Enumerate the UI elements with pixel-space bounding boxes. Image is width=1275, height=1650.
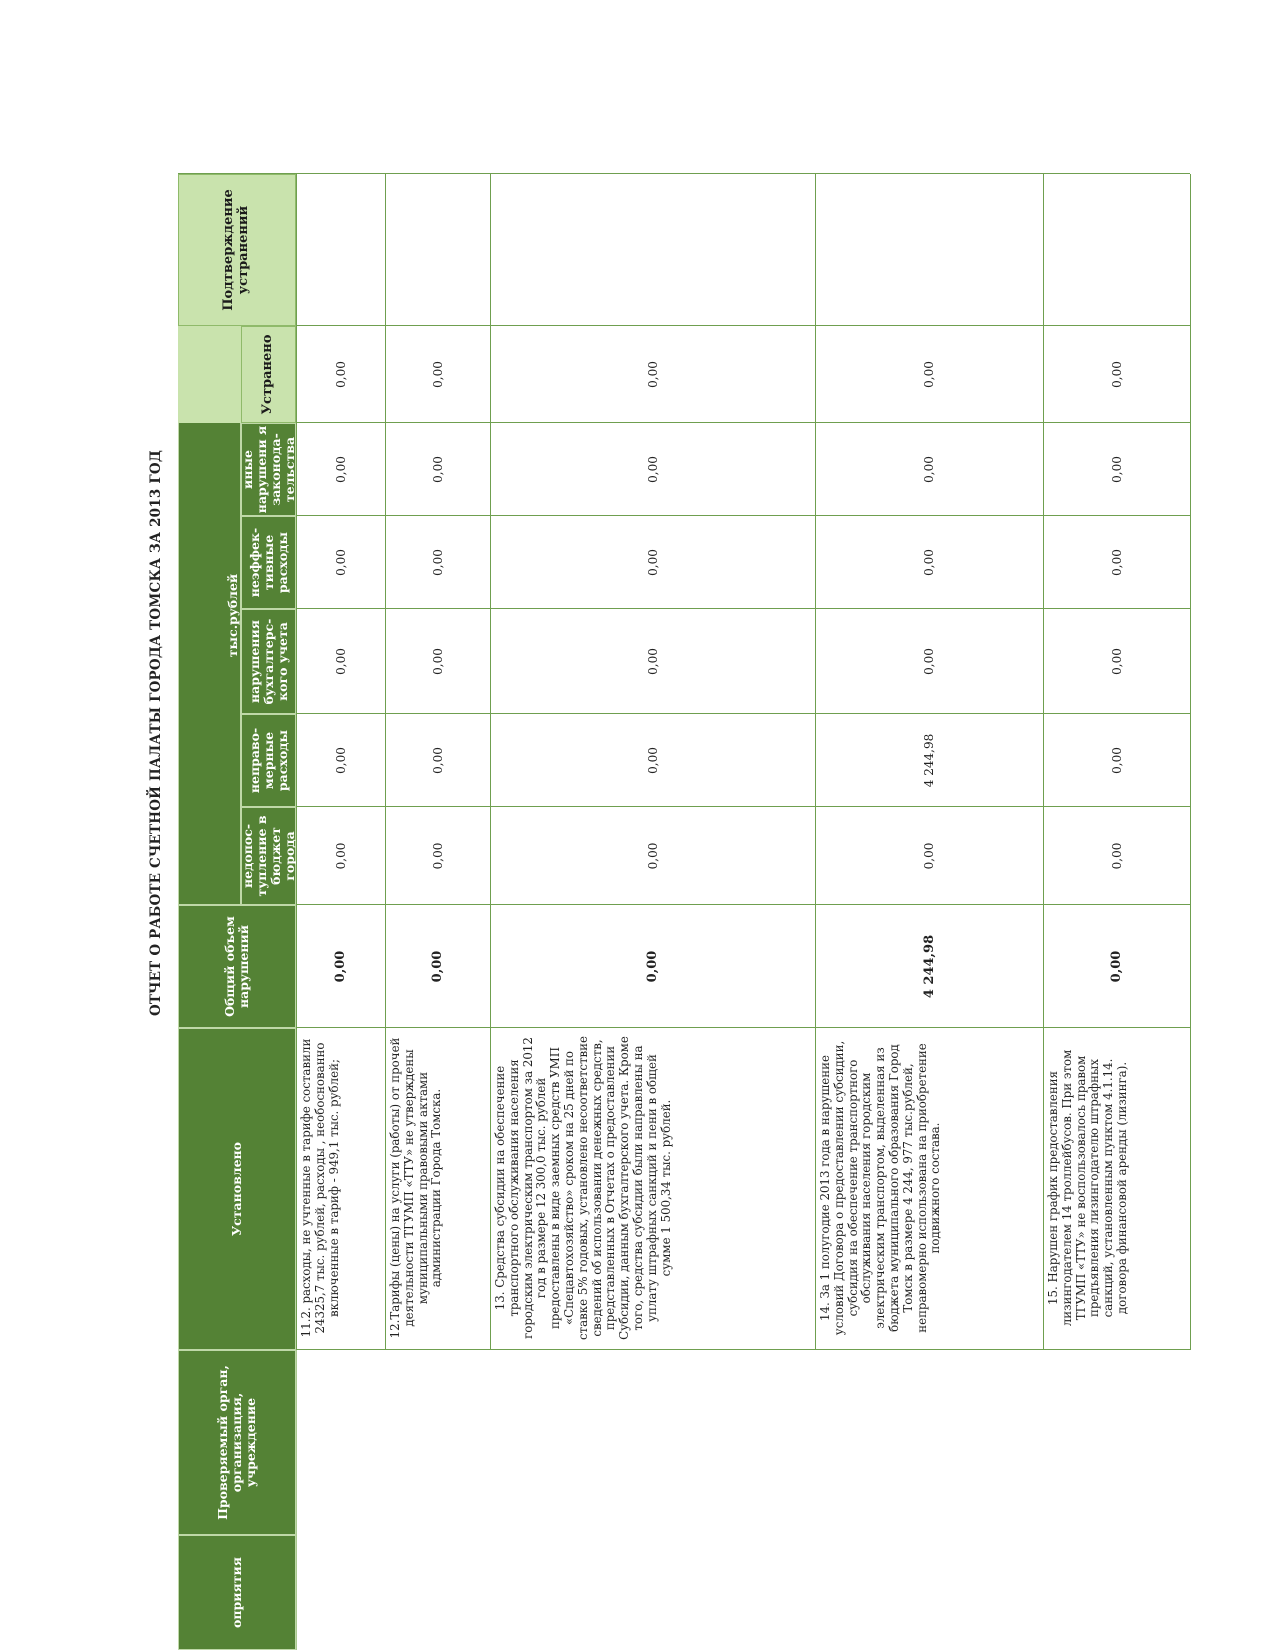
value-underpayment: 0,00 xyxy=(1109,842,1124,870)
grid-line xyxy=(296,904,1190,905)
report-title: ОТЧЕТ О РАБОТЕ СЧЕТНОЙ ПАЛАТЫ ГОРОДА ТОМСКА ЗА 2013 ГОД xyxy=(148,449,164,1017)
value-unlawful: 4 244,98 xyxy=(922,733,936,788)
header-accounting: нарушения бухгалтерс-кого учета xyxy=(241,609,296,714)
header-event: оприятия xyxy=(178,1535,296,1650)
header-other: иные нарушени я законода-тельства xyxy=(241,423,296,516)
value-inefficient: 0,00 xyxy=(922,549,936,576)
header-total: Общий объем нарушений xyxy=(178,905,296,1028)
grid-line xyxy=(296,608,1190,609)
grid-line xyxy=(296,1349,1190,1350)
grid-line xyxy=(296,422,1190,423)
value-unlawful: 0,00 xyxy=(1109,747,1124,774)
value-inefficient: 0,00 xyxy=(430,549,445,576)
header-eliminated: Устранено xyxy=(241,326,296,423)
value-eliminated: 0,00 xyxy=(1109,361,1124,388)
header-unlawful: неправо-мерные расходы xyxy=(241,714,296,807)
value-inefficient: 0,00 xyxy=(333,549,348,576)
grid-line xyxy=(296,713,1190,714)
grid-line xyxy=(296,1350,297,1650)
value-unlawful: 0,00 xyxy=(645,747,660,774)
value-confirmation xyxy=(490,174,815,326)
grid-line xyxy=(296,806,1190,807)
value-confirmation xyxy=(1043,174,1190,326)
value-confirmation xyxy=(385,174,490,326)
grid-line xyxy=(296,174,297,1350)
value-total: 0,00 xyxy=(333,950,348,983)
value-unlawful: 0,00 xyxy=(430,747,445,774)
value-other: 0,00 xyxy=(645,456,660,483)
header-organ: Проверяемый орган, организация, учреждение xyxy=(178,1350,296,1535)
value-inefficient: 0,00 xyxy=(645,549,660,576)
value-total: 0,00 xyxy=(1109,950,1124,983)
finding-text: 12.Тарифы (цены) на услуги (работы) от прочей деятельности ТГУМП «ТТУ» не утверждены муниципальными правовыми актами администрации Города Томска. xyxy=(388,1037,444,1339)
grid-line xyxy=(1190,174,1191,1350)
value-eliminated: 0,00 xyxy=(922,361,936,388)
value-other: 0,00 xyxy=(333,456,348,483)
header-established: Установлено xyxy=(178,1028,296,1350)
grid-line xyxy=(296,1027,1190,1028)
finding-text: 11.2. расходы, не учтенные в тарифе составили 24325,7 тыс. рублей, расходы , необоснованно включенные в тариф - 949,1 тыс. рублей; xyxy=(299,1038,341,1338)
value-eliminated: 0,00 xyxy=(333,361,348,388)
grid-line xyxy=(490,174,491,1350)
value-accounting: 0,00 xyxy=(1109,648,1124,675)
value-underpayment: 0,00 xyxy=(922,842,936,870)
value-accounting: 0,00 xyxy=(922,648,936,675)
value-total: 0,00 xyxy=(430,950,445,983)
value-accounting: 0,00 xyxy=(333,648,348,675)
value-confirmation xyxy=(815,174,1043,326)
header-inefficient: неэффек-тивные расходы xyxy=(241,516,296,609)
header-light-top xyxy=(178,326,241,423)
grid-line xyxy=(385,174,386,1350)
value-total: 0,00 xyxy=(645,950,660,983)
value-other: 0,00 xyxy=(1109,456,1124,483)
value-other: 0,00 xyxy=(430,456,445,483)
value-other: 0,00 xyxy=(922,456,936,483)
grid-line xyxy=(815,174,816,1350)
value-accounting: 0,00 xyxy=(430,648,445,675)
value-underpayment: 0,00 xyxy=(645,842,660,870)
finding-text: 14. За 1 полугодие 2013 года в нарушение условий Договора о предоставлении субсидии, субсидия на обеспечение транспортного обслуживания населения городским электрическим транспортом, выделенная из бюджета муниципального образования Город Томск в размере 4 244, 977 тыс.рублей, неправомерно использована на приобретение подвижного состава. xyxy=(818,1040,943,1336)
table-border-right xyxy=(178,173,1190,174)
value-total: 4 244,98 xyxy=(921,934,937,999)
grid-line xyxy=(1043,174,1044,1350)
finding-text: 15. Нарушен график предоставления лизингодателем 14 троллейбусов. При этом ТГУМП «ТТУ» не воспользовалось правом предъявления лизингодателю штрафных санкций, установленным пунктом 4.1.14. договора финансовой аренды (лизинга). xyxy=(1046,1049,1129,1327)
grid-line xyxy=(296,515,1190,516)
value-inefficient: 0,00 xyxy=(1109,549,1124,576)
value-underpayment: 0,00 xyxy=(333,842,348,870)
header-confirmation: Подтверждение устранений xyxy=(178,174,296,326)
finding-text: 13. Средства субсидии на обеспечение транспортного обслуживания населения городским электрическим транспортом за 2012 год в размере 12 300,0 тыс. рублей предоставлены в виде заемных средств УМП «Спецавтохозяйство» сроком на 25 дней по ставке 5% годовых, установлено несоответствие сведений об использовании денежных средств, представленных в Отчетах о предоставлении Субсидии, данным бухгалтерского учета. Кроме того, средства субсидии были направлены на уплату штрафных санкций и пени в общей сумме 1 500,34 тыс. рублей. xyxy=(493,1035,673,1341)
value-eliminated: 0,00 xyxy=(645,361,660,388)
value-unlawful: 0,00 xyxy=(333,747,348,774)
value-underpayment: 0,00 xyxy=(430,842,445,870)
grid-line xyxy=(296,325,1190,326)
value-confirmation xyxy=(296,174,385,326)
value-eliminated: 0,00 xyxy=(430,361,445,388)
header-units: тыс.рублей xyxy=(178,326,241,905)
value-accounting: 0,00 xyxy=(645,648,660,675)
header-underpayment: недопос-тупление в бюджет города xyxy=(241,807,296,905)
